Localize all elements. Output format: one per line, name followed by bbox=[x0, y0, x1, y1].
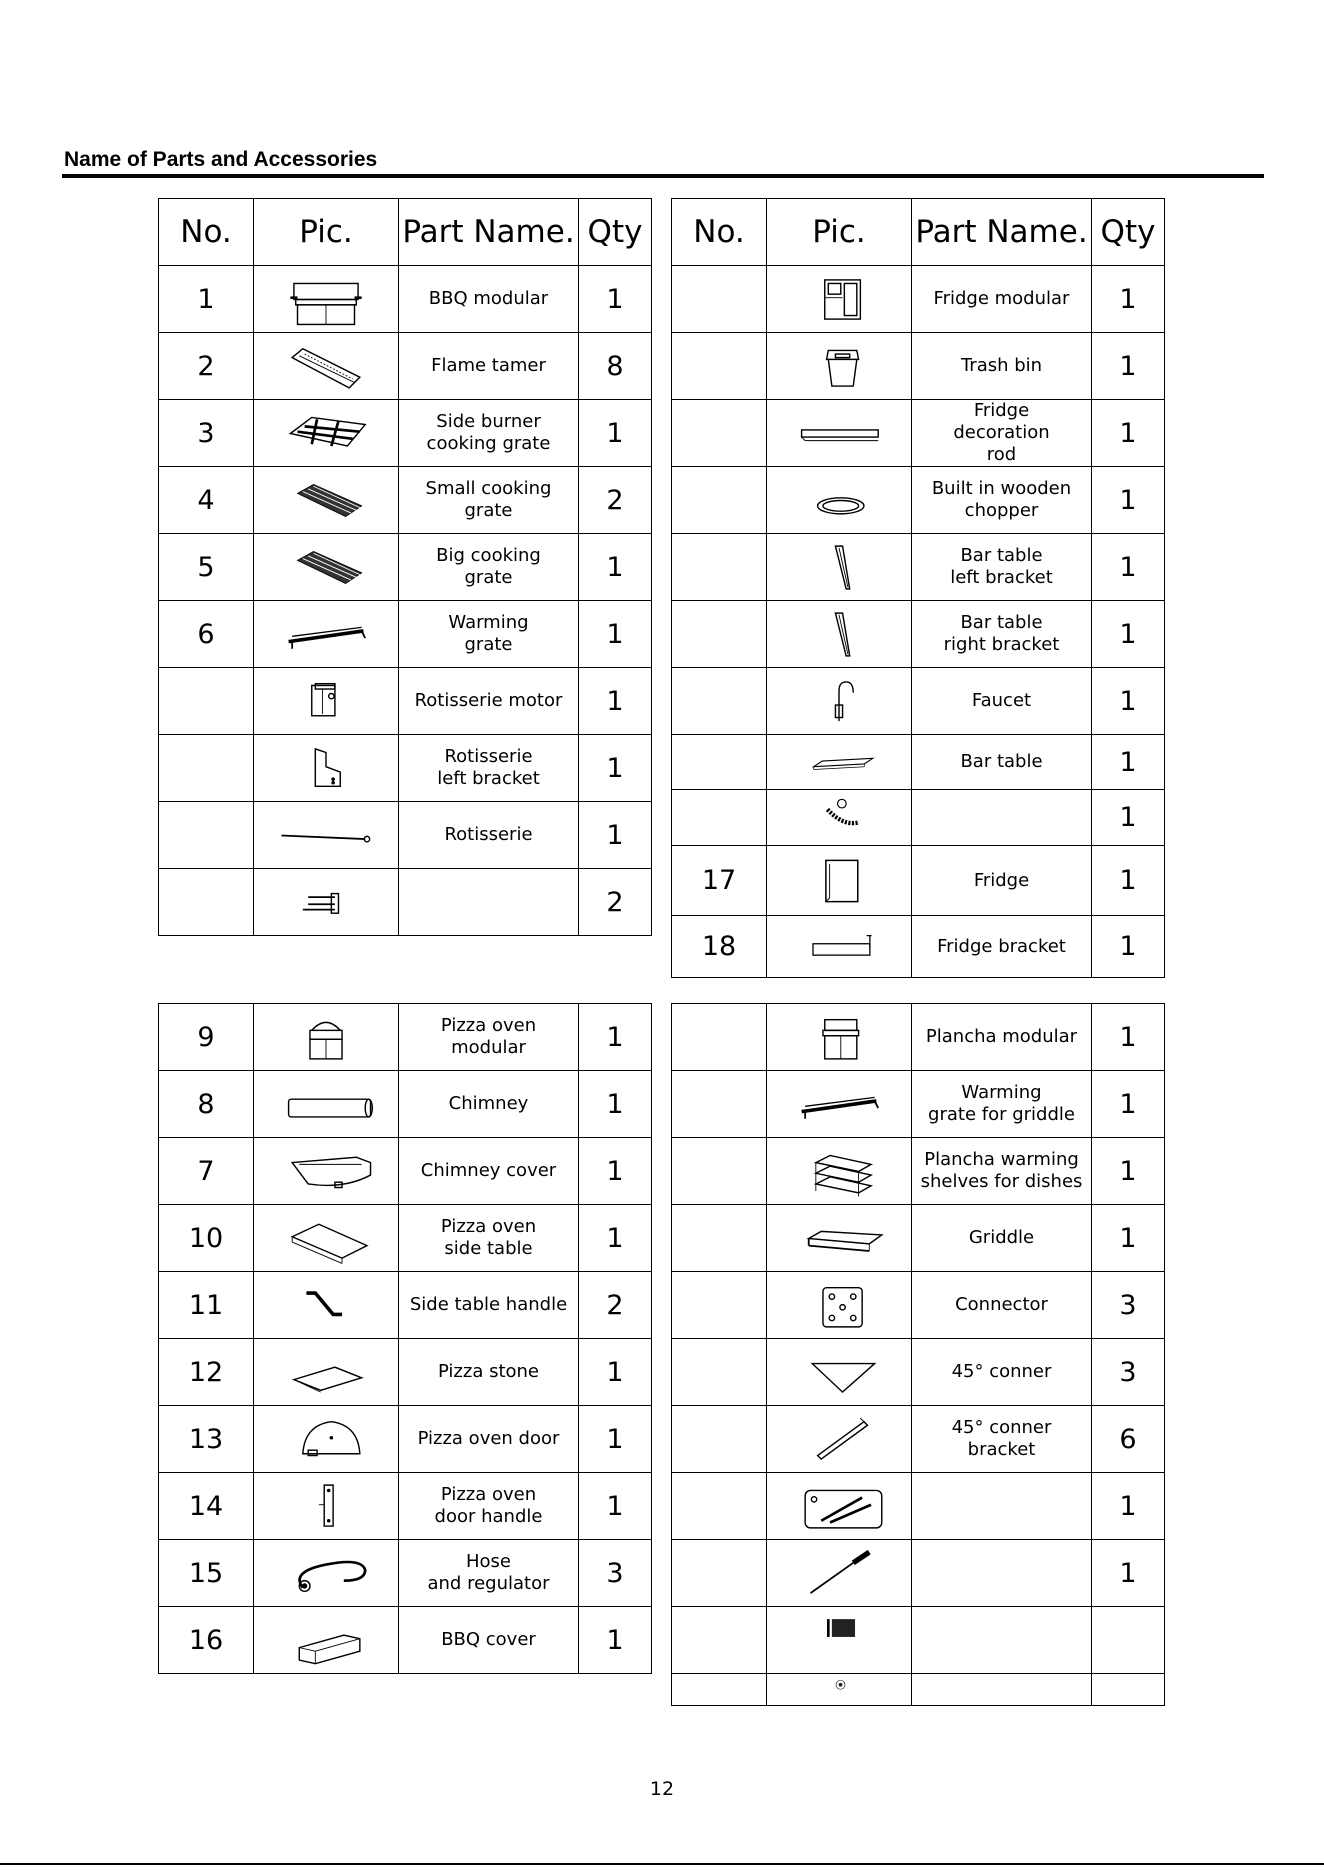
part-number: 18 bbox=[672, 916, 767, 978]
part-number bbox=[672, 601, 767, 668]
header-no: No. bbox=[672, 199, 767, 266]
part-number: 17 bbox=[672, 846, 767, 916]
part-quantity: 3 bbox=[1092, 1272, 1165, 1339]
rotisserie-fork-icon bbox=[266, 874, 386, 931]
part-picture bbox=[254, 601, 399, 668]
part-quantity: 1 bbox=[579, 601, 652, 668]
part-quantity: 1 bbox=[579, 1138, 652, 1205]
part-number bbox=[672, 668, 767, 735]
part-number bbox=[672, 1138, 767, 1205]
table-row bbox=[672, 333, 1165, 400]
decoration-rod-icon bbox=[779, 405, 899, 462]
table-row bbox=[159, 266, 652, 333]
part-picture bbox=[767, 601, 912, 668]
part-name bbox=[912, 1674, 1092, 1706]
fridge-bracket-icon bbox=[779, 921, 899, 973]
cooking-grate-icon bbox=[266, 539, 386, 596]
part-name: Pizza stone bbox=[399, 1339, 579, 1406]
part-picture bbox=[767, 735, 912, 790]
part-name bbox=[912, 1540, 1092, 1607]
part-name: Trash bin bbox=[912, 333, 1092, 400]
part-quantity: 1 bbox=[1092, 1004, 1165, 1071]
part-name: Big cooking grate bbox=[399, 534, 579, 601]
part-picture bbox=[254, 1205, 399, 1272]
part-number bbox=[672, 266, 767, 333]
part-number: 13 bbox=[159, 1406, 254, 1473]
part-number: 12 bbox=[159, 1339, 254, 1406]
part-number bbox=[672, 1406, 767, 1473]
part-name: Small cooking grate bbox=[399, 467, 579, 534]
part-quantity: 1 bbox=[579, 1473, 652, 1540]
part-picture bbox=[767, 467, 912, 534]
part-name: Fridge bbox=[912, 846, 1092, 916]
section-divider bbox=[62, 174, 1264, 178]
part-name: Pizza oven side table bbox=[399, 1205, 579, 1272]
table-row bbox=[159, 1473, 652, 1540]
part-picture bbox=[767, 266, 912, 333]
header-qty: Qty bbox=[1092, 199, 1165, 266]
table-row bbox=[159, 534, 652, 601]
fridge-icon bbox=[779, 851, 899, 911]
part-quantity: 1 bbox=[1092, 846, 1165, 916]
table-row bbox=[159, 400, 652, 467]
part-number bbox=[672, 400, 767, 467]
table-header-row bbox=[672, 199, 1165, 266]
door-handle-icon bbox=[266, 1478, 386, 1535]
part-picture bbox=[254, 266, 399, 333]
header-part-name: Part Name. bbox=[399, 199, 579, 266]
part-number bbox=[672, 1607, 767, 1674]
part-picture bbox=[767, 790, 912, 846]
part-name bbox=[912, 1473, 1092, 1540]
part-name: Hose and regulator bbox=[399, 1540, 579, 1607]
part-name: BBQ cover bbox=[399, 1607, 579, 1674]
nut-icon bbox=[779, 1678, 899, 1702]
part-quantity: 1 bbox=[1092, 467, 1165, 534]
part-number: 4 bbox=[159, 467, 254, 534]
section-title: Name of Parts and Accessories bbox=[64, 148, 378, 171]
table-row bbox=[672, 400, 1165, 467]
part-name: Warming grate bbox=[399, 601, 579, 668]
part-picture bbox=[767, 1071, 912, 1138]
part-picture bbox=[254, 668, 399, 735]
part-name: Rotisserie bbox=[399, 802, 579, 869]
table-row bbox=[159, 1272, 652, 1339]
part-quantity: 1 bbox=[579, 802, 652, 869]
part-number: 14 bbox=[159, 1473, 254, 1540]
part-quantity: 2 bbox=[579, 1272, 652, 1339]
part-number: 7 bbox=[159, 1138, 254, 1205]
cooking-grate-icon bbox=[266, 472, 386, 529]
corner-icon bbox=[779, 1344, 899, 1401]
table-row bbox=[672, 1004, 1165, 1071]
part-name: Faucet bbox=[912, 668, 1092, 735]
part-quantity: 3 bbox=[579, 1540, 652, 1607]
part-number: 15 bbox=[159, 1540, 254, 1607]
part-number: 5 bbox=[159, 534, 254, 601]
part-quantity: 1 bbox=[579, 1406, 652, 1473]
part-picture bbox=[254, 802, 399, 869]
part-name: 45° conner bbox=[912, 1339, 1092, 1406]
hose-regulator-icon bbox=[266, 1545, 386, 1602]
part-name: Side burner cooking grate bbox=[399, 400, 579, 467]
part-quantity: 1 bbox=[1092, 1071, 1165, 1138]
part-quantity bbox=[1092, 1607, 1165, 1674]
part-picture bbox=[767, 846, 912, 916]
part-number bbox=[672, 1272, 767, 1339]
part-quantity bbox=[1092, 1674, 1165, 1706]
table-row bbox=[159, 1406, 652, 1473]
pizza-oven-icon bbox=[266, 1009, 386, 1066]
page-number: 12 bbox=[649, 1778, 675, 1800]
parts-table-top-right bbox=[671, 198, 1165, 978]
part-name: Pizza oven door bbox=[399, 1406, 579, 1473]
part-picture bbox=[767, 916, 912, 978]
table-row bbox=[672, 1138, 1165, 1205]
flame-tamer-icon bbox=[266, 338, 386, 395]
part-quantity: 1 bbox=[579, 534, 652, 601]
header-part-name: Part Name. bbox=[912, 199, 1092, 266]
screw-icon bbox=[779, 1612, 899, 1669]
part-quantity: 1 bbox=[579, 266, 652, 333]
part-number bbox=[159, 735, 254, 802]
table-row bbox=[672, 668, 1165, 735]
part-picture bbox=[767, 1272, 912, 1339]
part-picture bbox=[254, 534, 399, 601]
part-picture bbox=[767, 1138, 912, 1205]
part-quantity: 1 bbox=[1092, 266, 1165, 333]
side-burner-grate-icon bbox=[266, 405, 386, 462]
part-number: 11 bbox=[159, 1272, 254, 1339]
chopper-icon bbox=[779, 472, 899, 529]
part-name: Fridge bracket bbox=[912, 916, 1092, 978]
part-picture bbox=[254, 1138, 399, 1205]
part-quantity: 1 bbox=[579, 1004, 652, 1071]
part-picture bbox=[767, 1205, 912, 1272]
part-number: 8 bbox=[159, 1071, 254, 1138]
part-picture bbox=[254, 869, 399, 936]
part-number bbox=[672, 1674, 767, 1706]
header-no: No. bbox=[159, 199, 254, 266]
part-picture bbox=[767, 1406, 912, 1473]
part-picture bbox=[254, 1004, 399, 1071]
plancha-modular-icon bbox=[779, 1009, 899, 1066]
part-number bbox=[672, 534, 767, 601]
faucet-icon bbox=[779, 673, 899, 730]
part-name: Built in wooden chopper bbox=[912, 467, 1092, 534]
part-name: Rotisserie motor bbox=[399, 668, 579, 735]
table-row bbox=[672, 534, 1165, 601]
part-name: BBQ modular bbox=[399, 266, 579, 333]
table-row bbox=[672, 1071, 1165, 1138]
table-row bbox=[159, 869, 652, 936]
table-row bbox=[672, 1540, 1165, 1607]
part-name: Bar table left bracket bbox=[912, 534, 1092, 601]
table-row bbox=[159, 735, 652, 802]
bar-bracket-icon bbox=[779, 606, 899, 663]
part-picture bbox=[767, 1339, 912, 1406]
part-quantity: 8 bbox=[579, 333, 652, 400]
part-quantity: 1 bbox=[579, 735, 652, 802]
part-name: Fridge modular bbox=[912, 266, 1092, 333]
table-row bbox=[159, 1607, 652, 1674]
part-number: 9 bbox=[159, 1004, 254, 1071]
part-quantity: 1 bbox=[1092, 916, 1165, 978]
table-row bbox=[672, 735, 1165, 790]
part-picture bbox=[254, 1071, 399, 1138]
part-quantity: 1 bbox=[1092, 333, 1165, 400]
part-quantity: 1 bbox=[579, 1071, 652, 1138]
table-row bbox=[672, 601, 1165, 668]
side-table-icon bbox=[266, 1210, 386, 1267]
tool-kit-icon bbox=[779, 1478, 899, 1535]
rotisserie-bracket-icon bbox=[266, 740, 386, 797]
table-row bbox=[159, 1071, 652, 1138]
footer-divider bbox=[0, 1863, 1324, 1865]
table-row bbox=[672, 1205, 1165, 1272]
part-picture bbox=[767, 534, 912, 601]
part-picture bbox=[254, 1540, 399, 1607]
part-picture bbox=[254, 467, 399, 534]
part-number bbox=[672, 1205, 767, 1272]
oven-door-icon bbox=[266, 1411, 386, 1468]
part-name: Rotisserie left bracket bbox=[399, 735, 579, 802]
part-picture bbox=[254, 1272, 399, 1339]
table-row bbox=[672, 1473, 1165, 1540]
part-picture bbox=[254, 1607, 399, 1674]
part-name: Bar table right bracket bbox=[912, 601, 1092, 668]
part-name: Side table handle bbox=[399, 1272, 579, 1339]
connector-plate-icon bbox=[779, 1277, 899, 1334]
part-name: Bar table bbox=[912, 735, 1092, 790]
part-quantity: 2 bbox=[579, 467, 652, 534]
part-number: 2 bbox=[159, 333, 254, 400]
bar-bracket-icon bbox=[779, 539, 899, 596]
part-quantity: 1 bbox=[579, 1607, 652, 1674]
part-quantity: 1 bbox=[1092, 534, 1165, 601]
part-number bbox=[159, 869, 254, 936]
part-picture bbox=[254, 1339, 399, 1406]
part-quantity: 1 bbox=[1092, 735, 1165, 790]
part-picture bbox=[254, 1406, 399, 1473]
table-header-row bbox=[159, 199, 652, 266]
part-name bbox=[912, 790, 1092, 846]
part-number bbox=[672, 333, 767, 400]
part-name: Plancha warming shelves for dishes bbox=[912, 1138, 1092, 1205]
screwdriver-icon bbox=[779, 1545, 899, 1602]
part-number: 3 bbox=[159, 400, 254, 467]
table-row bbox=[672, 1406, 1165, 1473]
part-number bbox=[672, 1473, 767, 1540]
table-row bbox=[672, 467, 1165, 534]
corner-bracket-icon bbox=[779, 1411, 899, 1468]
pizza-stone-icon bbox=[266, 1344, 386, 1401]
part-name: Fridge decoration rod bbox=[912, 400, 1092, 467]
part-picture bbox=[254, 735, 399, 802]
part-picture bbox=[767, 400, 912, 467]
part-quantity: 1 bbox=[1092, 400, 1165, 467]
table-row bbox=[672, 846, 1165, 916]
table-row bbox=[672, 1607, 1165, 1674]
table-row bbox=[159, 1004, 652, 1071]
part-quantity: 1 bbox=[1092, 601, 1165, 668]
warming-grate-icon bbox=[266, 606, 386, 663]
part-name: Flame tamer bbox=[399, 333, 579, 400]
table-row bbox=[672, 790, 1165, 846]
part-quantity: 1 bbox=[1092, 1473, 1165, 1540]
bbq-grill-icon bbox=[266, 271, 386, 328]
handle-icon bbox=[266, 1277, 386, 1334]
parts-table-bottom-right bbox=[671, 1003, 1165, 1706]
part-number bbox=[672, 735, 767, 790]
header-pic: Pic. bbox=[254, 199, 399, 266]
part-picture bbox=[254, 1473, 399, 1540]
table-row bbox=[159, 1205, 652, 1272]
table-row bbox=[672, 266, 1165, 333]
part-quantity: 6 bbox=[1092, 1406, 1165, 1473]
part-number bbox=[672, 1004, 767, 1071]
parts-table-top-left bbox=[158, 198, 652, 936]
part-number bbox=[159, 802, 254, 869]
part-quantity: 1 bbox=[1092, 1138, 1165, 1205]
part-picture bbox=[767, 668, 912, 735]
part-quantity: 1 bbox=[579, 400, 652, 467]
part-number: 16 bbox=[159, 1607, 254, 1674]
table-row bbox=[159, 1540, 652, 1607]
part-quantity: 3 bbox=[1092, 1339, 1165, 1406]
warming-grate-icon bbox=[779, 1076, 899, 1133]
header-qty: Qty bbox=[579, 199, 652, 266]
table-row bbox=[672, 916, 1165, 978]
part-name bbox=[912, 1607, 1092, 1674]
part-picture bbox=[767, 1674, 912, 1706]
part-picture bbox=[254, 400, 399, 467]
part-quantity: 2 bbox=[579, 869, 652, 936]
part-name: Plancha modular bbox=[912, 1004, 1092, 1071]
trash-bin-icon bbox=[779, 338, 899, 395]
part-quantity: 1 bbox=[1092, 1205, 1165, 1272]
table-row bbox=[159, 1138, 652, 1205]
part-number: 1 bbox=[159, 266, 254, 333]
part-picture bbox=[767, 1540, 912, 1607]
header-pic: Pic. bbox=[767, 199, 912, 266]
part-quantity: 1 bbox=[1092, 1540, 1165, 1607]
part-number: 10 bbox=[159, 1205, 254, 1272]
part-name: Connector bbox=[912, 1272, 1092, 1339]
rotisserie-rod-icon bbox=[266, 807, 386, 864]
table-row bbox=[159, 333, 652, 400]
griddle-icon bbox=[779, 1210, 899, 1267]
table-row bbox=[159, 467, 652, 534]
part-picture bbox=[767, 1607, 912, 1674]
part-number bbox=[672, 1540, 767, 1607]
table-row bbox=[159, 802, 652, 869]
bar-table-icon bbox=[779, 740, 899, 785]
part-name: Warming grate for griddle bbox=[912, 1071, 1092, 1138]
part-number bbox=[672, 1339, 767, 1406]
chimney-cover-icon bbox=[266, 1143, 386, 1200]
part-number bbox=[672, 790, 767, 846]
part-picture bbox=[767, 333, 912, 400]
part-name: Chimney bbox=[399, 1071, 579, 1138]
drain-hose-icon bbox=[779, 795, 899, 841]
part-number bbox=[672, 1071, 767, 1138]
part-picture bbox=[767, 1004, 912, 1071]
part-quantity: 1 bbox=[579, 1339, 652, 1406]
table-row bbox=[159, 601, 652, 668]
part-name bbox=[399, 869, 579, 936]
part-name: Griddle bbox=[912, 1205, 1092, 1272]
part-quantity: 1 bbox=[579, 1205, 652, 1272]
part-name: Chimney cover bbox=[399, 1138, 579, 1205]
part-name: Pizza oven modular bbox=[399, 1004, 579, 1071]
table-row bbox=[672, 1674, 1165, 1706]
table-row bbox=[672, 1339, 1165, 1406]
rotisserie-motor-icon bbox=[266, 673, 386, 730]
part-name: Pizza oven door handle bbox=[399, 1473, 579, 1540]
part-picture bbox=[767, 1473, 912, 1540]
part-picture bbox=[254, 333, 399, 400]
part-quantity: 1 bbox=[1092, 668, 1165, 735]
part-quantity: 1 bbox=[1092, 790, 1165, 846]
part-number: 6 bbox=[159, 601, 254, 668]
table-row bbox=[159, 668, 652, 735]
warming-shelves-icon bbox=[779, 1143, 899, 1200]
fridge-modular-icon bbox=[779, 271, 899, 328]
chimney-icon bbox=[266, 1076, 386, 1133]
part-number bbox=[672, 467, 767, 534]
bbq-cover-icon bbox=[266, 1612, 386, 1669]
table-row bbox=[672, 1272, 1165, 1339]
parts-table-bottom-left bbox=[158, 1003, 652, 1674]
part-name: 45° conner bracket bbox=[912, 1406, 1092, 1473]
part-quantity: 1 bbox=[579, 668, 652, 735]
part-number bbox=[159, 668, 254, 735]
table-row bbox=[159, 1339, 652, 1406]
